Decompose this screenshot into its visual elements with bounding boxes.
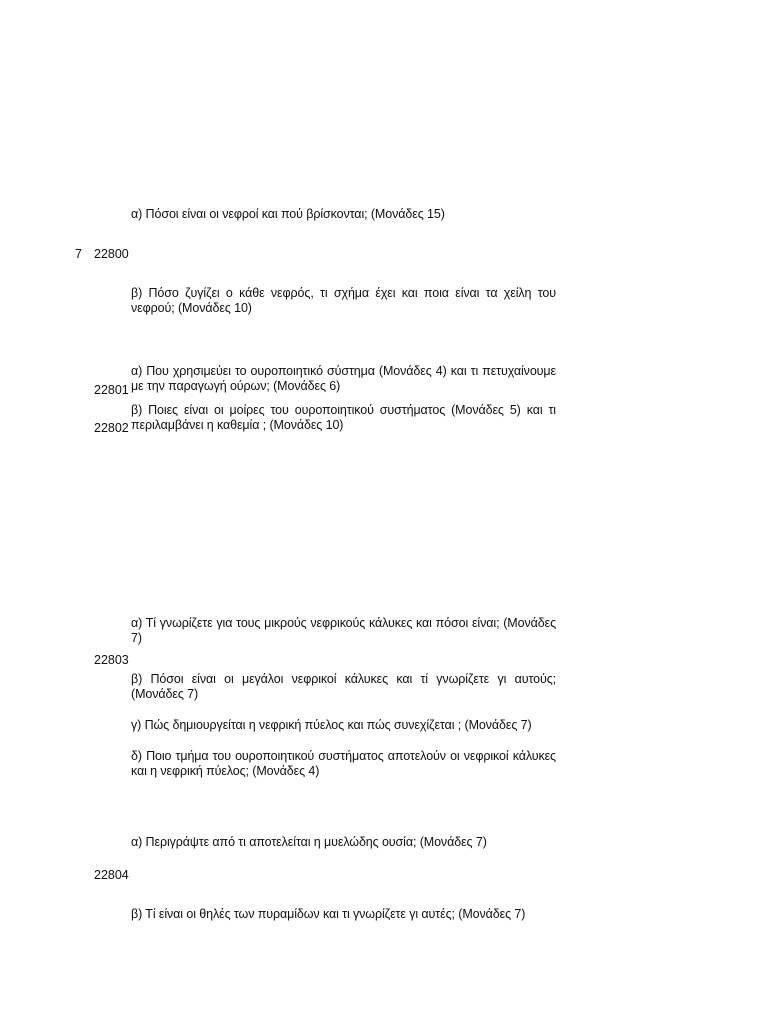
- question-22802-b: β) Ποιες είναι οι μοίρες του ουροποιητικού συστήματος (Μονάδες 5) και τι περιλαμβάνει η καθεμία ; (Μονάδες 10): [131, 403, 556, 432]
- section-number: 7: [75, 247, 82, 261]
- question-code-22801: 22801: [94, 383, 129, 397]
- question-22803-b: β) Πόσοι είναι οι μεγάλοι νεφρικοί κάλυκες και τί γνωρίζετε γι αυτούς; (Μονάδες 7): [131, 672, 556, 701]
- question-22803-c: γ) Πώς δημιουργείται η νεφρική πύελος και πώς συνεχίζεται ; (Μονάδες 7): [131, 718, 532, 732]
- question-22803-d: δ) Ποιο τμήμα του ουροποιητικού συστήματος αποτελούν οι νεφρικοί κάλυκες και η νεφρική πύελος; (Μονάδες 4): [131, 749, 556, 778]
- question-code-22800: 22800: [94, 247, 129, 261]
- question-22803-a: α) Τί γνωρίζετε για τους μικρούς νεφρικούς κάλυκες και πόσοι είναι; (Μονάδες 7): [131, 616, 556, 645]
- question-22804-b: β) Τί είναι οι θηλές των πυραμίδων και τι γνωρίζετε γι αυτές; (Μονάδες 7): [131, 907, 526, 921]
- question-22800-a: α) Πόσοι είναι οι νεφροί και πού βρίσκονται; (Μονάδες 15): [131, 207, 445, 221]
- question-code-22802: 22802: [94, 421, 129, 435]
- question-code-22803: 22803: [94, 653, 129, 667]
- question-22804-a: α) Περιγράψτε από τι αποτελείται η μυελώδης ουσία; (Μονάδες 7): [131, 835, 487, 849]
- question-code-22804: 22804: [94, 868, 129, 882]
- question-22801-a: α) Που χρησιμεύει το ουροποιητικό σύστημα (Μονάδες 4) και τι πετυχαίνουμε με την παραγωγή ούρων; (Μονάδες 6): [131, 364, 556, 393]
- question-22800-b: β) Πόσο ζυγίζει ο κάθε νεφρός, τι σχήμα έχει και ποια είναι τα χείλη του νεφρού; (Μονάδες 10): [131, 286, 556, 315]
